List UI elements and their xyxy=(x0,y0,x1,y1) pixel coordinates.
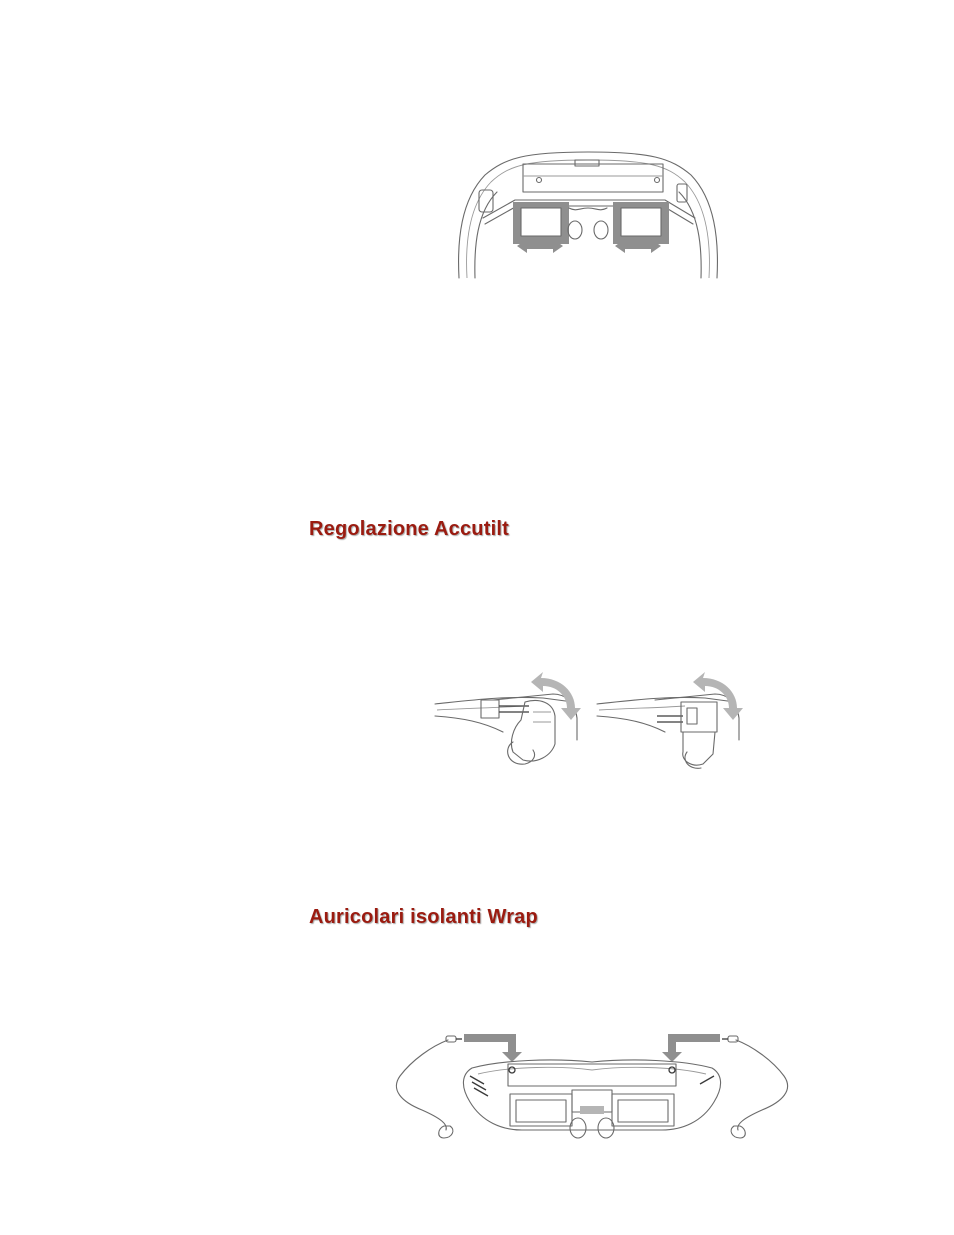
accutilt-view-right xyxy=(597,672,743,768)
earphone-left xyxy=(396,1036,462,1138)
accutilt-tilt-illustration xyxy=(433,672,749,774)
accutilt-view-left xyxy=(435,672,581,764)
wrap-earphones-illustration xyxy=(392,1030,792,1142)
earphone-right xyxy=(722,1036,788,1138)
section-heading-accutilt: Regolazione Accutilt xyxy=(309,518,509,540)
ipd-adjustment-illustration xyxy=(455,150,721,280)
section-heading-wrap-earphones: Auricolari isolanti Wrap xyxy=(309,906,538,928)
